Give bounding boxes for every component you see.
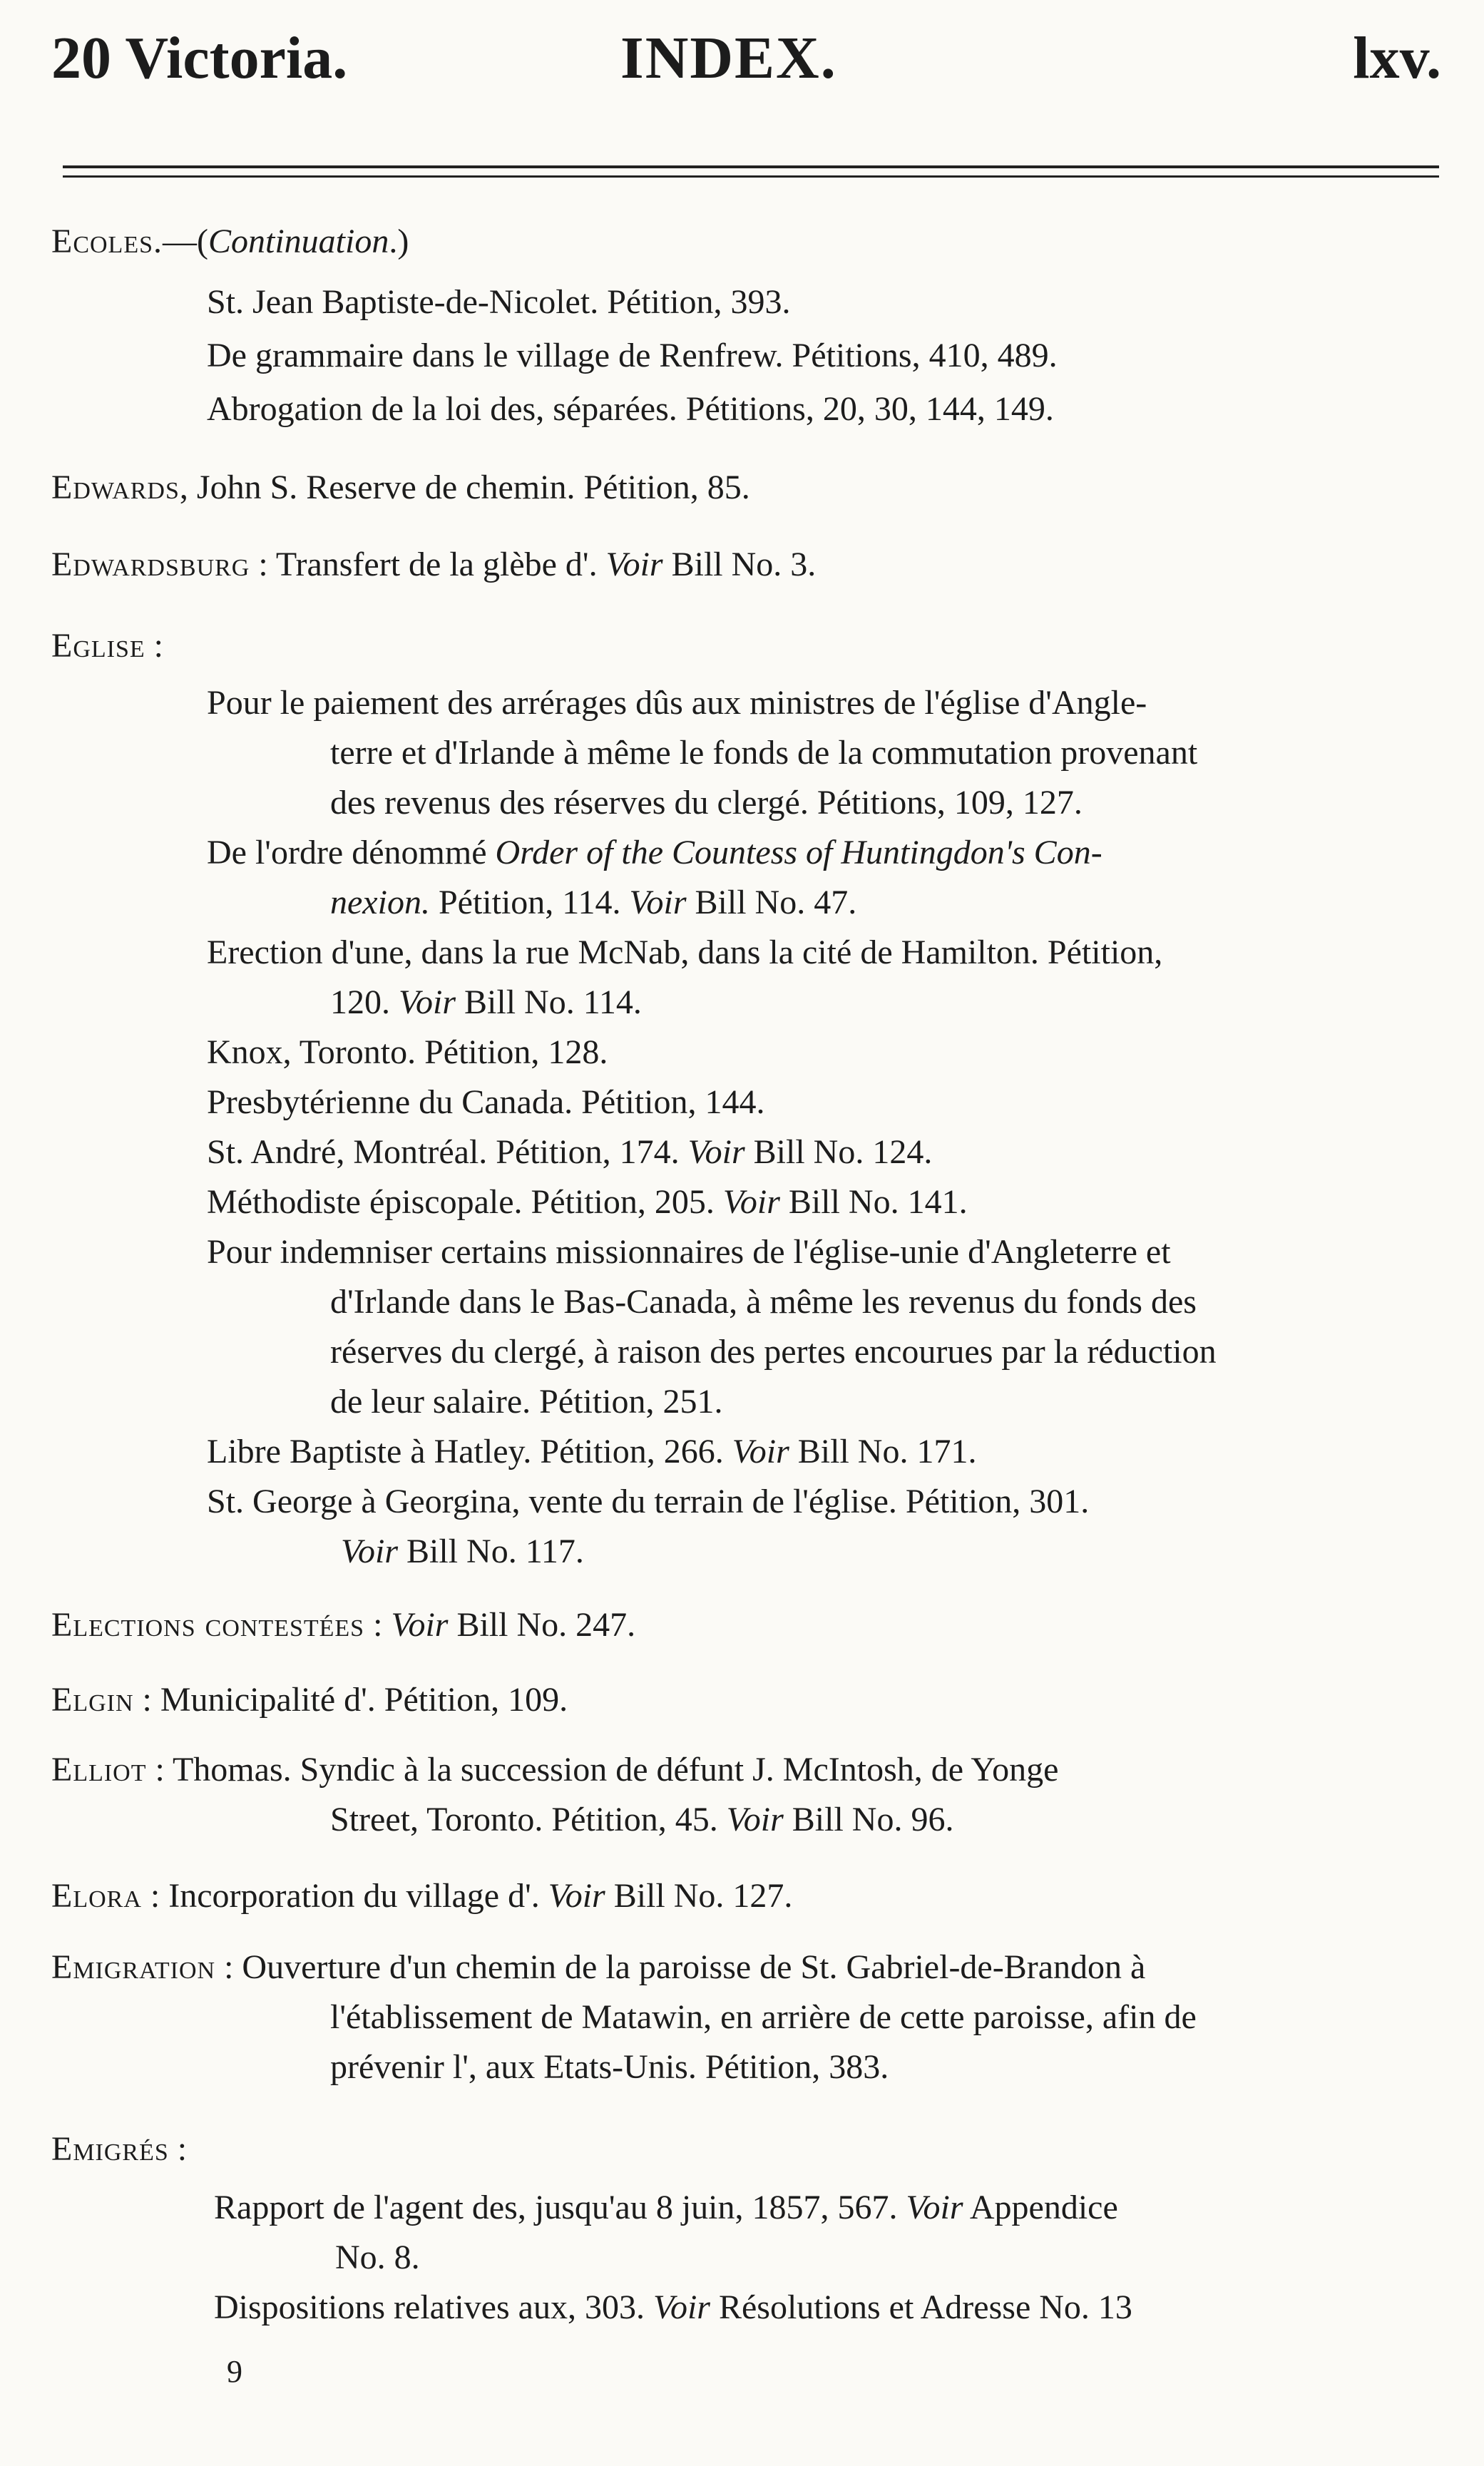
entry-text: Rapport de l'agent des, jusqu'au 8 juin, 1857, 567.: [214, 2189, 906, 2226]
entry-text: l'établissement de Matawin, en arrière de cette paroisse, afin de: [330, 1998, 1197, 2036]
signature-mark: 9: [227, 2354, 242, 2389]
index-line: [51, 471, 750, 505]
entry-text: Street, Toronto. Pétition, 45.: [330, 1801, 727, 1838]
entry-text: De grammaire dans le village de Renfrew. Pétitions, 410, 489.: [207, 337, 1058, 374]
entry-text: St. Jean Baptiste-de-Nicolet. Pétition, 393.: [207, 283, 791, 321]
index-line: [330, 786, 1083, 820]
index-line: [207, 339, 1058, 373]
index-line: [207, 285, 791, 319]
entry-text: , John S. Reserve de chemin. Pétition, 85.: [179, 469, 750, 506]
entry-text: Abrogation de la loi des, séparées. Pétitions, 20, 30, 144, 149.: [207, 390, 1054, 428]
entry-text: Méthodiste épiscopale. Pétition, 205.: [207, 1183, 723, 1221]
entry-text: 120.: [330, 983, 399, 1021]
entry-heading: Eglise: [51, 627, 145, 665]
entry-text: De l'ordre dénommé: [207, 834, 496, 871]
entry-heading: Edwardsburg: [51, 546, 250, 583]
entry-text: Presbytérienne du Canada. Pétition, 144.: [207, 1083, 765, 1121]
index-line: [51, 1683, 568, 1717]
index-line: [207, 836, 1102, 870]
index-line: [330, 736, 1197, 770]
italic-text: Continuation: [208, 222, 389, 260]
italic-text: Order of the Countess of Huntingdon's Con-: [495, 834, 1102, 871]
entry-text: Pour le paiement des arrérages dûs aux ministres de l'église d'Angle-: [207, 684, 1147, 722]
entry-text: :: [168, 2130, 188, 2168]
italic-text: Voir: [548, 1877, 605, 1915]
index-line: [51, 1879, 792, 1913]
italic-text: Voir: [732, 1433, 789, 1470]
entry-text: : Incorporation du village d'.: [141, 1877, 548, 1915]
header-rule-bottom: [63, 175, 1439, 178]
entry-text: —(: [163, 222, 208, 260]
index-line: [51, 1950, 1145, 1985]
index-line: [207, 1085, 765, 1120]
index-line: [330, 2000, 1197, 2035]
entry-text: Erection d'une, dans la rue McNab, dans la cité de Hamilton. Pétition,: [207, 933, 1163, 971]
index-line: [51, 2132, 187, 2166]
index-line: [207, 1235, 1171, 1269]
entry-text: Bill No. 3.: [662, 546, 817, 583]
index-line: [51, 548, 816, 582]
entry-text: Bill No. 117.: [398, 1533, 584, 1570]
running-header-left: 20 Victoria.: [51, 25, 348, 91]
entry-text: terre et d'Irlande à même le fonds de la commutation provenant: [330, 734, 1198, 772]
entry-text: St. George à Georgina, vente du terrain de l'église. Pétition, 301.: [207, 1483, 1090, 1520]
index-line: [341, 1535, 584, 1569]
entry-heading: Elora: [51, 1877, 142, 1915]
entry-text: Bill No. 96.: [783, 1801, 954, 1838]
entry-text: réserves du clergé, à raison des pertes encourues par la réduction: [330, 1333, 1217, 1371]
entry-text: St. André, Montréal. Pétition, 174.: [207, 1133, 688, 1171]
italic-text: Voir: [687, 1133, 745, 1171]
italic-text: nexion.: [330, 884, 430, 921]
italic-text: Voir: [391, 1606, 449, 1644]
entry-text: : Municipalité d'. Pétition, 109.: [133, 1681, 568, 1719]
index-line: [207, 1485, 1089, 1519]
entry-heading: Elliot: [51, 1751, 147, 1789]
italic-text: Voir: [629, 884, 687, 921]
index-line: [207, 933, 1163, 971]
entry-text: : Thomas. Syndic à la succession de défunt J. McIntosh, de Yonge: [146, 1751, 1059, 1789]
index-line: [330, 1285, 1197, 1319]
index-line: [51, 222, 409, 260]
entry-heading: Emigration: [51, 1948, 216, 1986]
entry-text: .): [389, 222, 409, 260]
index-line: [330, 886, 856, 920]
italic-text: Voir: [653, 2288, 710, 2326]
entry-text: Bill No. 171.: [789, 1433, 977, 1470]
entry-text: Bill No. 47.: [686, 884, 857, 921]
index-line: [330, 983, 642, 1021]
entry-text: Résolutions et Adresse No. 13: [710, 2288, 1132, 2326]
index-line: [51, 1608, 635, 1642]
index-line: [330, 1803, 953, 1837]
italic-text: Voir: [399, 983, 456, 1021]
italic-text: Voir: [722, 1183, 780, 1221]
entry-heading: Elections contestées: [51, 1606, 365, 1644]
index-line: [330, 1335, 1217, 1369]
entry-text: prévenir l', aux Etats-Unis. Pétition, 383.: [330, 2048, 889, 2086]
entry-text: No. 8.: [335, 2239, 420, 2276]
italic-text: Voir: [605, 546, 663, 583]
index-line: [51, 629, 163, 663]
entry-text: Bill No. 114.: [456, 983, 642, 1021]
header-rule-top: [63, 165, 1439, 168]
index-line: [330, 2050, 889, 2084]
italic-text: Voir: [726, 1801, 784, 1838]
entry-text: Dispositions relatives aux, 303.: [214, 2288, 653, 2326]
entry-text: Knox, Toronto. Pétition, 128.: [207, 1033, 608, 1071]
entry-text: :: [145, 627, 163, 665]
entry-heading: Ecoles.: [51, 222, 163, 260]
entry-heading: Elgin: [51, 1681, 134, 1719]
index-line: [51, 1753, 1058, 1787]
entry-text: : Ouverture d'un chemin de la paroisse de St. Gabriel-de-Brandon à: [215, 1948, 1146, 1986]
italic-text: Voir: [906, 2189, 963, 2226]
entry-heading: Edwards: [51, 469, 180, 506]
index-line: [207, 686, 1147, 720]
entry-text: Bill No. 124.: [744, 1133, 933, 1171]
entry-text: :: [364, 1606, 392, 1644]
entry-heading: Emigrés: [51, 2130, 169, 2168]
entry-text: Bill No. 141.: [779, 1183, 968, 1221]
running-header-title: INDEX.: [620, 25, 837, 91]
entry-text: Appendice: [963, 2189, 1118, 2226]
index-line: [207, 1035, 608, 1070]
italic-text: Voir: [341, 1533, 399, 1570]
entry-text: Libre Baptiste à Hatley. Pétition, 266.: [207, 1433, 732, 1470]
index-line: [207, 1185, 968, 1219]
index-line: [207, 392, 1054, 426]
index-line: [207, 1435, 976, 1469]
index-line: [214, 2191, 1118, 2225]
entry-text: Pétition, 114.: [429, 884, 630, 921]
entry-text: Bill No. 127.: [605, 1877, 793, 1915]
entry-text: Bill No. 247.: [448, 1606, 636, 1644]
entry-text: Pour indemniser certains missionnaires de l'église-unie d'Angleterre et: [207, 1233, 1171, 1271]
index-line: [330, 1385, 723, 1419]
entry-text: d'Irlande dans le Bas-Canada, à même les revenus du fonds des: [330, 1283, 1197, 1321]
index-line: [335, 2241, 420, 2275]
entry-text: des revenus des réserves du clergé. Pétitions, 109, 127.: [330, 784, 1083, 822]
page-number-roman: lxv.: [1353, 25, 1441, 91]
index-line: [207, 1135, 932, 1170]
index-line: [214, 2288, 1132, 2326]
entry-text: : Transfert de la glèbe d'.: [250, 546, 606, 583]
entry-text: de leur salaire. Pétition, 251.: [330, 1383, 723, 1421]
